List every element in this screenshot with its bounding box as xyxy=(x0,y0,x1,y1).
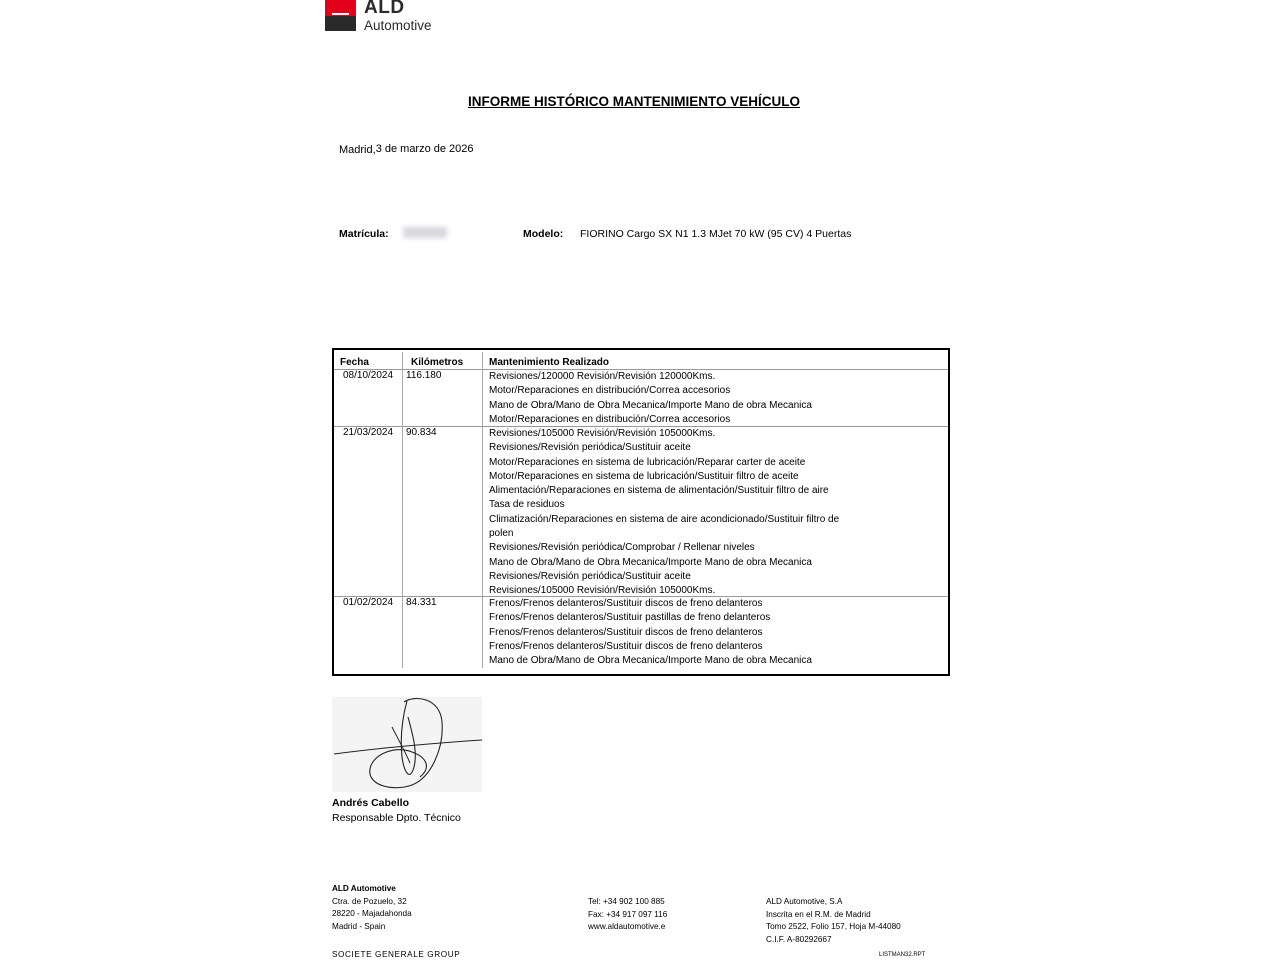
list-item: Mano de Obra/Mano de Obra Mecanica/Importe Mano de obra Mecanica xyxy=(489,556,812,568)
list-item: Revisiones/Revisión periódica/Comprobar / Rellenar niveles xyxy=(489,542,755,554)
footer-address-line: Madrid - Spain xyxy=(332,921,386,931)
ald-logo-icon xyxy=(325,0,356,31)
date-city: Madrid, xyxy=(339,144,376,156)
logo-white-bar xyxy=(332,13,349,15)
list-item: Revisiones/105000 Revisión/Revisión 105000Kms. xyxy=(489,428,716,439)
list-item: Revisiones/Revisión periódica/Sustituir aceite xyxy=(489,570,691,582)
list-item: Motor/Reparaciones en distribución/Correa accesorios xyxy=(489,413,731,425)
header-km: Kilómetros xyxy=(411,357,464,368)
list-item: Motor/Reparaciones en distribución/Correa accesorios xyxy=(489,385,731,397)
signatory-role: Responsable Dpto. Técnico xyxy=(332,812,461,824)
row-date: 21/03/2024 xyxy=(343,427,394,438)
header-date: Fecha xyxy=(340,357,369,368)
row-date: 08/10/2024 xyxy=(343,370,394,381)
footer-legal-line: C.I.F. A-80292667 xyxy=(766,934,832,944)
maintenance-table xyxy=(332,348,950,676)
footer-address-line: Ctra. de Pozuelo, 32 xyxy=(332,896,407,906)
list-item: Frenos/Frenos delanteros/Sustituir discos de freno delanteros xyxy=(489,626,763,638)
list-item: Frenos/Frenos delanteros/Sustituir discos de freno delanteros xyxy=(489,640,763,652)
row-km: 84.331 xyxy=(406,597,437,608)
footer-address-line: 28220 - Majadahonda xyxy=(332,909,412,919)
plate-label: Matrícula: xyxy=(339,228,389,240)
document-title: INFORME HISTÓRICO MANTENIMIENTO VEHÍCULO xyxy=(467,94,800,109)
footer-fax: Fax: +34 917 097 116 xyxy=(588,909,668,919)
list-item: Revisiones/120000 Revisión/Revisión 120000Kms. xyxy=(489,371,716,382)
logo-subname: Automotive xyxy=(364,18,432,33)
list-item: polen xyxy=(489,528,514,540)
footer-legal-line: Inscrita en el R.M. de Madrid xyxy=(766,909,871,919)
list-item: Motor/Reparaciones en sistema de lubricación/Sustituir filtro de aceite xyxy=(489,470,799,482)
row-date: 01/02/2024 xyxy=(343,597,394,608)
list-item: Motor/Reparaciones en sistema de lubricación/Reparar carter de aceite xyxy=(489,456,806,468)
footer-legal-line: ALD Automotive, S.A xyxy=(766,897,843,906)
footer-legal-line: Tomo 2522, Folio 157, Hoja M-44080 xyxy=(766,922,901,932)
document-date xyxy=(339,143,474,155)
header-maintenance: Mantenimiento Realizado xyxy=(489,357,610,368)
logo-name: ALD xyxy=(364,0,405,18)
plate-value-redacted xyxy=(403,227,447,238)
report-code: LISTMAN32.RPT xyxy=(879,952,926,958)
list-item: Climatización/Reparaciones en sistema de aire acondicionado/Sustituir filtro de xyxy=(489,513,840,525)
date-text: 3 de marzo de 2026 xyxy=(375,143,474,155)
model-value: FIORINO Cargo SX N1 1.3 MJet 70 kW (95 CV) 4 Puertas xyxy=(580,228,852,240)
list-item: Frenos/Frenos delanteros/Sustituir pastillas de freno delanteros xyxy=(489,612,771,624)
footer-company-name: ALD Automotive xyxy=(332,884,396,893)
signature-icon xyxy=(332,697,482,792)
list-item: Frenos/Frenos delanteros/Sustituir discos de freno delanteros xyxy=(489,598,763,609)
list-item: Tasa de residuos xyxy=(489,499,565,511)
row-items xyxy=(489,370,812,427)
list-item: Mano de Obra/Mano de Obra Mecanica/Importe Mano de obra Mecanica xyxy=(489,399,812,411)
footer-contact xyxy=(588,896,667,934)
row-km: 116.180 xyxy=(406,370,442,381)
list-item: Revisiones/Revisión periódica/Sustituir aceite xyxy=(489,442,691,454)
column-divider xyxy=(402,352,403,668)
model-label: Modelo: xyxy=(523,228,564,240)
list-item: Alimentación/Reparaciones en sistema de alimentación/Sustituir filtro de aire xyxy=(489,485,829,497)
signatory-name: Andrés Cabello xyxy=(332,797,410,809)
list-item: Mano de Obra/Mano de Obra Mecanica/Importe Mano de obra Mecanica xyxy=(489,655,812,667)
footer-web: www.aldautomotive.e xyxy=(588,922,666,932)
list-item: Revisiones/105000 Revisión/Revisión 105000Kms. xyxy=(489,585,716,597)
row-km: 90.834 xyxy=(406,427,437,438)
row-items xyxy=(489,427,839,599)
footer-company xyxy=(332,883,412,933)
column-divider xyxy=(482,352,483,668)
footer-legal xyxy=(766,896,901,946)
signature-image xyxy=(332,697,482,792)
row-items xyxy=(489,597,812,668)
footer-group-name: SOCIETE GENERALE GROUP xyxy=(332,950,461,959)
footer-tel: Tel: +34 902 100 885 xyxy=(588,897,665,906)
